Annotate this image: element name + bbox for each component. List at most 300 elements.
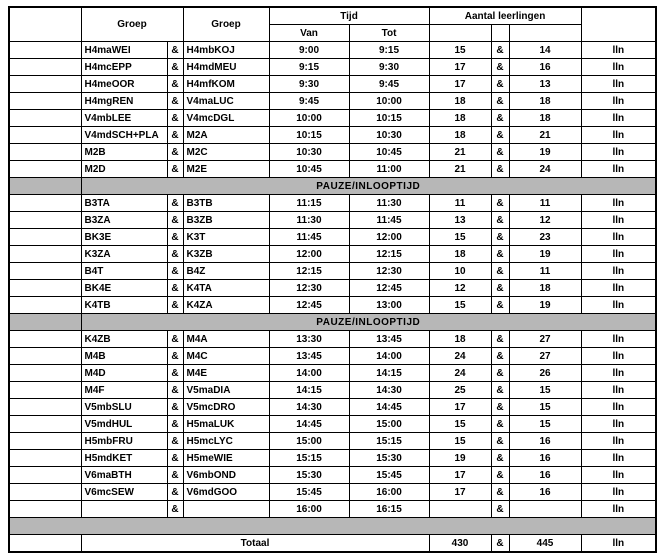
cell-count-2: 19 bbox=[509, 246, 581, 263]
cell-ampersand-2: & bbox=[491, 127, 509, 144]
cell-groep-1: V6maBTH bbox=[81, 467, 167, 484]
table-row bbox=[9, 93, 656, 110]
cell-count-1: 24 bbox=[429, 348, 491, 365]
cell-time-van: 11:15 bbox=[269, 195, 349, 212]
cell-lln-label: lln bbox=[581, 161, 656, 178]
row-marker-cell bbox=[9, 382, 81, 399]
cell-lln-label: lln bbox=[581, 195, 656, 212]
row-marker-cell bbox=[9, 195, 81, 212]
table-row bbox=[9, 127, 656, 144]
cell-time-tot: 10:30 bbox=[349, 127, 429, 144]
cell-time-tot: 14:30 bbox=[349, 382, 429, 399]
row-marker-cell bbox=[9, 263, 81, 280]
cell-ampersand: & bbox=[167, 348, 183, 365]
row-marker-cell bbox=[9, 178, 81, 195]
cell-time-van: 14:30 bbox=[269, 399, 349, 416]
row-marker-cell bbox=[9, 76, 81, 93]
cell-ampersand-2: & bbox=[491, 297, 509, 314]
header-row-primary bbox=[9, 7, 656, 25]
cell-count-1: 17 bbox=[429, 59, 491, 76]
table-row bbox=[9, 399, 656, 416]
pauze-label: PAUZE/INLOOPTIJD bbox=[81, 314, 656, 331]
cell-groep-1: H5mdKET bbox=[81, 450, 167, 467]
cell-count-2: 18 bbox=[509, 280, 581, 297]
cell-groep-1: H4mgREN bbox=[81, 93, 167, 110]
table-row bbox=[9, 501, 656, 518]
row-marker-cell bbox=[9, 161, 81, 178]
cell-groep-2: H4mfKOM bbox=[183, 76, 269, 93]
header-tot: Tot bbox=[349, 25, 429, 42]
cell-time-van: 13:30 bbox=[269, 331, 349, 348]
cell-ampersand-2: & bbox=[491, 365, 509, 382]
table-row bbox=[9, 212, 656, 229]
table-row bbox=[9, 348, 656, 365]
table-row bbox=[9, 229, 656, 246]
header-groep-2: Groep bbox=[183, 7, 269, 42]
cell-count-2: 15 bbox=[509, 399, 581, 416]
cell-ampersand-2: & bbox=[491, 484, 509, 501]
cell-time-tot: 11:00 bbox=[349, 161, 429, 178]
row-marker-cell bbox=[9, 127, 81, 144]
cell-groep-1: H4maWEI bbox=[81, 42, 167, 59]
cell-count-2: 15 bbox=[509, 382, 581, 399]
cell-groep-2: V4maLUC bbox=[183, 93, 269, 110]
table-row bbox=[9, 484, 656, 501]
cell-groep-2 bbox=[183, 501, 269, 518]
cell-groep-1 bbox=[81, 501, 167, 518]
header-lln-spacer bbox=[581, 7, 656, 42]
cell-groep-2: K3ZB bbox=[183, 246, 269, 263]
cell-ampersand: & bbox=[167, 229, 183, 246]
cell-groep-1: H5mbFRU bbox=[81, 433, 167, 450]
cell-count-2: 11 bbox=[509, 263, 581, 280]
cell-time-tot: 13:00 bbox=[349, 297, 429, 314]
cell-lln-label: lln bbox=[581, 297, 656, 314]
cell-groep-2: M2A bbox=[183, 127, 269, 144]
cell-count-1: 15 bbox=[429, 433, 491, 450]
cell-ampersand-2: & bbox=[491, 348, 509, 365]
cell-ampersand-2: & bbox=[491, 76, 509, 93]
cell-count-2: 11 bbox=[509, 195, 581, 212]
cell-lln-label: lln bbox=[581, 280, 656, 297]
cell-groep-1: V5mbSLU bbox=[81, 399, 167, 416]
cell-groep-1: M4D bbox=[81, 365, 167, 382]
cell-time-van: 13:45 bbox=[269, 348, 349, 365]
cell-ampersand: & bbox=[167, 365, 183, 382]
cell-count-1: 18 bbox=[429, 110, 491, 127]
row-marker-cell bbox=[9, 280, 81, 297]
table-row bbox=[9, 297, 656, 314]
cell-groep-2: M2E bbox=[183, 161, 269, 178]
cell-ampersand: & bbox=[167, 59, 183, 76]
cell-time-van: 12:15 bbox=[269, 263, 349, 280]
cell-ampersand: & bbox=[167, 110, 183, 127]
cell-count-1: 18 bbox=[429, 127, 491, 144]
row-marker-cell bbox=[9, 297, 81, 314]
cell-count-2: 16 bbox=[509, 450, 581, 467]
row-marker-cell bbox=[9, 433, 81, 450]
cell-lln-label: lln bbox=[581, 399, 656, 416]
cell-time-tot: 14:15 bbox=[349, 365, 429, 382]
cell-count-1: 18 bbox=[429, 246, 491, 263]
cell-ampersand: & bbox=[167, 433, 183, 450]
cell-count-2: 24 bbox=[509, 161, 581, 178]
cell-lln-label: lln bbox=[581, 229, 656, 246]
cell-lln-label: lln bbox=[581, 365, 656, 382]
table-row bbox=[9, 161, 656, 178]
pauze-row bbox=[9, 178, 656, 195]
cell-time-van: 12:45 bbox=[269, 297, 349, 314]
row-marker-cell bbox=[9, 212, 81, 229]
table-row bbox=[9, 42, 656, 59]
row-marker-cell bbox=[9, 365, 81, 382]
cell-ampersand-2: & bbox=[491, 161, 509, 178]
cell-ampersand: & bbox=[167, 382, 183, 399]
cell-time-van: 9:15 bbox=[269, 59, 349, 76]
cell-count-1: 15 bbox=[429, 297, 491, 314]
cell-groep-2: V4mcDGL bbox=[183, 110, 269, 127]
cell-groep-2: K4TA bbox=[183, 280, 269, 297]
cell-count-2: 12 bbox=[509, 212, 581, 229]
cell-groep-1: H4mcEPP bbox=[81, 59, 167, 76]
pauze-row bbox=[9, 314, 656, 331]
schedule-table bbox=[8, 6, 657, 553]
cell-count-2: 16 bbox=[509, 484, 581, 501]
cell-ampersand: & bbox=[167, 93, 183, 110]
cell-groep-1: K3ZA bbox=[81, 246, 167, 263]
cell-count-2: 18 bbox=[509, 93, 581, 110]
row-marker-cell bbox=[9, 501, 81, 518]
cell-count-1: 21 bbox=[429, 161, 491, 178]
row-marker-cell bbox=[9, 535, 81, 553]
cell-ampersand: & bbox=[167, 161, 183, 178]
cell-time-van: 14:00 bbox=[269, 365, 349, 382]
cell-count-2: 14 bbox=[509, 42, 581, 59]
pauze-label: PAUZE/INLOOPTIJD bbox=[81, 178, 656, 195]
cell-time-van: 10:15 bbox=[269, 127, 349, 144]
cell-lln-label: lln bbox=[581, 212, 656, 229]
cell-groep-2: V5mcDRO bbox=[183, 399, 269, 416]
cell-count-2: 16 bbox=[509, 59, 581, 76]
cell-ampersand: & bbox=[167, 501, 183, 518]
table-row bbox=[9, 76, 656, 93]
cell-time-tot: 15:15 bbox=[349, 433, 429, 450]
table-row bbox=[9, 467, 656, 484]
row-marker-cell bbox=[9, 484, 81, 501]
cell-count-1: 25 bbox=[429, 382, 491, 399]
cell-ampersand-2: & bbox=[491, 144, 509, 161]
table-row bbox=[9, 433, 656, 450]
cell-time-tot: 9:30 bbox=[349, 59, 429, 76]
cell-count-1: 24 bbox=[429, 365, 491, 382]
cell-groep-1: M2D bbox=[81, 161, 167, 178]
cell-groep-2: H4mdMEU bbox=[183, 59, 269, 76]
cell-groep-1: B3TA bbox=[81, 195, 167, 212]
cell-time-tot: 16:00 bbox=[349, 484, 429, 501]
cell-ampersand-2: & bbox=[491, 42, 509, 59]
cell-groep-2: H5meWIE bbox=[183, 450, 269, 467]
cell-ampersand-2: & bbox=[491, 229, 509, 246]
gray-spacer-cell bbox=[9, 518, 656, 535]
cell-time-van: 12:00 bbox=[269, 246, 349, 263]
header-van: Van bbox=[269, 25, 349, 42]
cell-count-2: 15 bbox=[509, 416, 581, 433]
cell-time-van: 9:00 bbox=[269, 42, 349, 59]
cell-groep-1: M2B bbox=[81, 144, 167, 161]
total-label: Totaal bbox=[81, 535, 429, 553]
cell-groep-1: B3ZA bbox=[81, 212, 167, 229]
row-marker-cell bbox=[9, 144, 81, 161]
cell-lln-label: lln bbox=[581, 416, 656, 433]
cell-groep-1: M4B bbox=[81, 348, 167, 365]
cell-lln-label: lln bbox=[581, 110, 656, 127]
cell-ampersand-2: & bbox=[491, 110, 509, 127]
cell-count-1: 17 bbox=[429, 76, 491, 93]
cell-ampersand-2: & bbox=[491, 501, 509, 518]
cell-groep-1: V4mdSCH+PLA bbox=[81, 127, 167, 144]
cell-count-2: 26 bbox=[509, 365, 581, 382]
cell-ampersand: & bbox=[167, 263, 183, 280]
table-row bbox=[9, 144, 656, 161]
cell-count-2: 16 bbox=[509, 433, 581, 450]
cell-count-1: 12 bbox=[429, 280, 491, 297]
cell-count-2: 19 bbox=[509, 297, 581, 314]
cell-groep-1: H4meOOR bbox=[81, 76, 167, 93]
cell-groep-2: H4mbKOJ bbox=[183, 42, 269, 59]
cell-count-2: 21 bbox=[509, 127, 581, 144]
row-marker-cell bbox=[9, 416, 81, 433]
table-row bbox=[9, 263, 656, 280]
cell-lln-label: lln bbox=[581, 93, 656, 110]
cell-ampersand: & bbox=[167, 399, 183, 416]
cell-count-2: 27 bbox=[509, 331, 581, 348]
cell-count-1: 21 bbox=[429, 144, 491, 161]
cell-lln-label: lln bbox=[581, 484, 656, 501]
cell-time-van: 11:30 bbox=[269, 212, 349, 229]
cell-lln-label: lln bbox=[581, 246, 656, 263]
row-marker-cell bbox=[9, 450, 81, 467]
cell-time-van: 15:00 bbox=[269, 433, 349, 450]
cell-time-tot: 15:30 bbox=[349, 450, 429, 467]
cell-groep-1: V5mdHUL bbox=[81, 416, 167, 433]
row-marker-cell bbox=[9, 59, 81, 76]
cell-count-1: 17 bbox=[429, 399, 491, 416]
cell-ampersand-2: & bbox=[491, 280, 509, 297]
cell-groep-2: V6mbOND bbox=[183, 467, 269, 484]
cell-groep-1: BK3E bbox=[81, 229, 167, 246]
cell-groep-1: K4ZB bbox=[81, 331, 167, 348]
cell-time-van: 12:30 bbox=[269, 280, 349, 297]
row-marker-cell bbox=[9, 399, 81, 416]
cell-time-tot: 10:15 bbox=[349, 110, 429, 127]
cell-count-2: 13 bbox=[509, 76, 581, 93]
table-row bbox=[9, 331, 656, 348]
header-aantal-2 bbox=[509, 25, 581, 42]
cell-time-van: 16:00 bbox=[269, 501, 349, 518]
cell-ampersand: & bbox=[167, 195, 183, 212]
cell-ampersand: & bbox=[167, 127, 183, 144]
cell-lln-label: lln bbox=[581, 467, 656, 484]
table-row bbox=[9, 365, 656, 382]
cell-groep-1: V4mbLEE bbox=[81, 110, 167, 127]
cell-ampersand-2: & bbox=[491, 416, 509, 433]
cell-groep-2: B3TB bbox=[183, 195, 269, 212]
cell-count-1 bbox=[429, 501, 491, 518]
cell-count-1: 18 bbox=[429, 331, 491, 348]
cell-time-tot: 16:15 bbox=[349, 501, 429, 518]
row-marker-cell bbox=[9, 348, 81, 365]
cell-lln-label: lln bbox=[581, 348, 656, 365]
row-marker-cell bbox=[9, 246, 81, 263]
cell-time-van: 14:15 bbox=[269, 382, 349, 399]
cell-count-2: 19 bbox=[509, 144, 581, 161]
cell-groep-2: M2C bbox=[183, 144, 269, 161]
header-aantal-1 bbox=[429, 25, 491, 42]
cell-count-1: 17 bbox=[429, 467, 491, 484]
total-count-2: 445 bbox=[509, 535, 581, 553]
header-tijd: Tijd bbox=[269, 7, 429, 25]
cell-count-2: 16 bbox=[509, 467, 581, 484]
cell-ampersand: & bbox=[167, 331, 183, 348]
cell-time-tot: 13:45 bbox=[349, 331, 429, 348]
total-count-1: 430 bbox=[429, 535, 491, 553]
table-row bbox=[9, 280, 656, 297]
cell-time-tot: 9:15 bbox=[349, 42, 429, 59]
cell-ampersand: & bbox=[167, 416, 183, 433]
cell-time-tot: 12:15 bbox=[349, 246, 429, 263]
row-marker-cell bbox=[9, 331, 81, 348]
header-corner-cell bbox=[9, 7, 81, 42]
cell-time-tot: 14:45 bbox=[349, 399, 429, 416]
cell-groep-2: M4C bbox=[183, 348, 269, 365]
cell-groep-2: M4E bbox=[183, 365, 269, 382]
cell-ampersand: & bbox=[167, 212, 183, 229]
gray-spacer-row bbox=[9, 518, 656, 535]
cell-time-van: 9:30 bbox=[269, 76, 349, 93]
table-row bbox=[9, 246, 656, 263]
cell-ampersand-2: & bbox=[491, 399, 509, 416]
cell-count-1: 15 bbox=[429, 416, 491, 433]
table-row bbox=[9, 110, 656, 127]
cell-time-tot: 11:30 bbox=[349, 195, 429, 212]
cell-lln-label: lln bbox=[581, 144, 656, 161]
cell-groep-1: V6mcSEW bbox=[81, 484, 167, 501]
cell-lln-label: lln bbox=[581, 76, 656, 93]
cell-count-1: 11 bbox=[429, 195, 491, 212]
cell-lln-label: lln bbox=[581, 450, 656, 467]
cell-ampersand-2: & bbox=[491, 433, 509, 450]
cell-ampersand-2: & bbox=[491, 263, 509, 280]
cell-lln-label: lln bbox=[581, 331, 656, 348]
cell-count-1: 13 bbox=[429, 212, 491, 229]
row-marker-cell bbox=[9, 229, 81, 246]
cell-ampersand-2: & bbox=[491, 212, 509, 229]
cell-count-1: 17 bbox=[429, 484, 491, 501]
cell-count-2: 18 bbox=[509, 110, 581, 127]
cell-groep-1: M4F bbox=[81, 382, 167, 399]
row-marker-cell bbox=[9, 110, 81, 127]
cell-groep-1: K4TB bbox=[81, 297, 167, 314]
cell-time-tot: 12:30 bbox=[349, 263, 429, 280]
cell-count-2: 23 bbox=[509, 229, 581, 246]
cell-time-van: 15:45 bbox=[269, 484, 349, 501]
table-row bbox=[9, 450, 656, 467]
row-marker-cell bbox=[9, 93, 81, 110]
cell-groep-2: B3ZB bbox=[183, 212, 269, 229]
cell-time-van: 14:45 bbox=[269, 416, 349, 433]
cell-time-tot: 10:45 bbox=[349, 144, 429, 161]
cell-ampersand-2: & bbox=[491, 467, 509, 484]
cell-ampersand: & bbox=[167, 42, 183, 59]
cell-count-1: 18 bbox=[429, 93, 491, 110]
cell-ampersand-2: & bbox=[491, 93, 509, 110]
cell-time-van: 10:00 bbox=[269, 110, 349, 127]
cell-count-2 bbox=[509, 501, 581, 518]
cell-ampersand: & bbox=[167, 450, 183, 467]
cell-ampersand-2: & bbox=[491, 195, 509, 212]
cell-time-tot: 10:00 bbox=[349, 93, 429, 110]
cell-ampersand-2: & bbox=[491, 331, 509, 348]
cell-groep-2: V5maDIA bbox=[183, 382, 269, 399]
cell-time-tot: 12:00 bbox=[349, 229, 429, 246]
cell-count-1: 10 bbox=[429, 263, 491, 280]
cell-time-tot: 14:00 bbox=[349, 348, 429, 365]
table-row bbox=[9, 59, 656, 76]
total-amp: & bbox=[491, 535, 509, 553]
cell-count-1: 15 bbox=[429, 229, 491, 246]
row-marker-cell bbox=[9, 314, 81, 331]
cell-ampersand: & bbox=[167, 246, 183, 263]
cell-time-tot: 15:00 bbox=[349, 416, 429, 433]
cell-count-1: 19 bbox=[429, 450, 491, 467]
cell-time-van: 10:45 bbox=[269, 161, 349, 178]
cell-groep-2: K4ZA bbox=[183, 297, 269, 314]
cell-groep-2: M4A bbox=[183, 331, 269, 348]
cell-groep-2: K3T bbox=[183, 229, 269, 246]
total-lln-label: lln bbox=[581, 535, 656, 553]
cell-groep-2: H5mcLYC bbox=[183, 433, 269, 450]
cell-ampersand: & bbox=[167, 280, 183, 297]
cell-count-1: 15 bbox=[429, 42, 491, 59]
cell-time-van: 10:30 bbox=[269, 144, 349, 161]
cell-ampersand: & bbox=[167, 484, 183, 501]
cell-time-tot: 15:45 bbox=[349, 467, 429, 484]
table-row bbox=[9, 195, 656, 212]
total-row bbox=[9, 535, 656, 553]
header-aantal-leerlingen: Aantal leerlingen bbox=[429, 7, 581, 25]
cell-lln-label: lln bbox=[581, 42, 656, 59]
cell-ampersand: & bbox=[167, 144, 183, 161]
cell-lln-label: lln bbox=[581, 433, 656, 450]
cell-ampersand-2: & bbox=[491, 382, 509, 399]
cell-ampersand-2: & bbox=[491, 246, 509, 263]
cell-lln-label: lln bbox=[581, 501, 656, 518]
cell-ampersand: & bbox=[167, 467, 183, 484]
cell-groep-2: B4Z bbox=[183, 263, 269, 280]
header-aantal-amp bbox=[491, 25, 509, 42]
cell-ampersand-2: & bbox=[491, 59, 509, 76]
cell-count-2: 27 bbox=[509, 348, 581, 365]
cell-time-tot: 12:45 bbox=[349, 280, 429, 297]
cell-ampersand: & bbox=[167, 297, 183, 314]
cell-ampersand: & bbox=[167, 76, 183, 93]
cell-time-van: 11:45 bbox=[269, 229, 349, 246]
cell-groep-1: B4T bbox=[81, 263, 167, 280]
cell-ampersand-2: & bbox=[491, 450, 509, 467]
cell-groep-2: V6mdGOO bbox=[183, 484, 269, 501]
cell-groep-2: H5maLUK bbox=[183, 416, 269, 433]
cell-lln-label: lln bbox=[581, 382, 656, 399]
